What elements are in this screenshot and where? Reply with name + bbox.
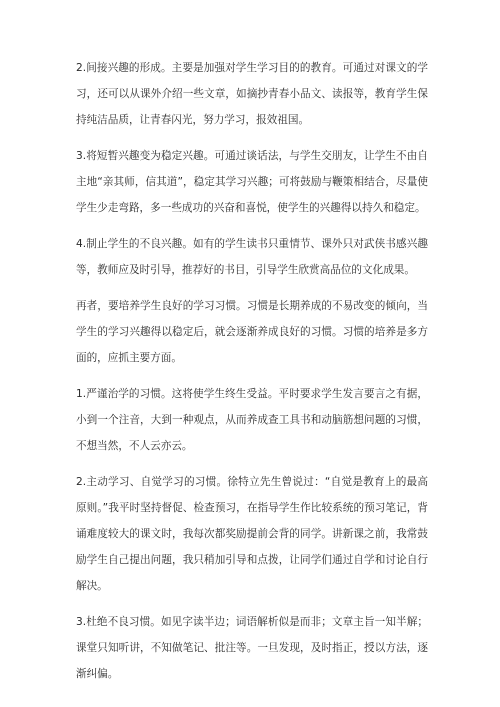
document-body <box>76 55 428 697</box>
paragraph-rigorous-habit: 1.严谨治学的习惯。这将使学生终生受益。平时要求学生发言要言之有据，小到一个注音，大到一种观点，从而养成查工具书和动脑筋想问题的习惯，不想当然，不人云亦云。 <box>76 388 428 452</box>
paragraph-study-habits-intro: 再者，要培养学生良好的学习习惯。习惯是长期养成的不易改变的倾向，当学生的学习兴趣得以稳定后，就会逐渐养成良好的习惯。习惯的培养是多方面的，应抓主要方面。 <box>76 300 428 364</box>
paragraph-self-study-habit: 2.主动学习、自觉学习的习惯。徐特立先生曾说过：“自觉是教育上的最高原则。”我平时坚持督促、检查预习，在指导学生作比较系统的预习笔记，背诵难度较大的课文时，我每次都奖励提前会背的同学。讲新课之前，我常鼓励学生自己提出问题，我只稍加引导和点拨，让同学们通过自学和讨论自行解决。 <box>76 476 428 592</box>
paragraph-bad-interest: 4.制止学生的不良兴趣。如有的学生读书只重情节、课外只对武侠书感兴趣等，教师应及时引导，推荐好的书目，引导学生欣赏高品位的文化成果。 <box>76 238 428 276</box>
paragraph-stable-interest: 3.将短暂兴趣变为稳定兴趣。可通过谈话法，与学生交朋友，让学生不由自主地“亲其师，信其道”，稳定其学习兴趣；可将鼓励与鞭策相结合，尽量使学生少走弯路，多一些成功的兴奋和喜悦，使学生的兴趣得以持久和稳定。 <box>76 150 428 214</box>
paragraph-interest-formation: 2.间接兴趣的形成。主要是加强对学生学习目的的教育。可通过对课文的学习，还可以从课外介绍一些文章，如摘抄青春小品文、读报等，教育学生保持纯洁品质，让青春闪光，努力学习，报效祖国。 <box>76 62 428 126</box>
paragraph-eliminate-bad-habits: 3.杜绝不良习惯。如见字读半边；词语解析似是而非；文章主旨一知半解；课堂只知听讲，不知做笔记、批注等。一旦发现，及时指正，授以方法，逐渐纠偏。 <box>76 616 428 680</box>
